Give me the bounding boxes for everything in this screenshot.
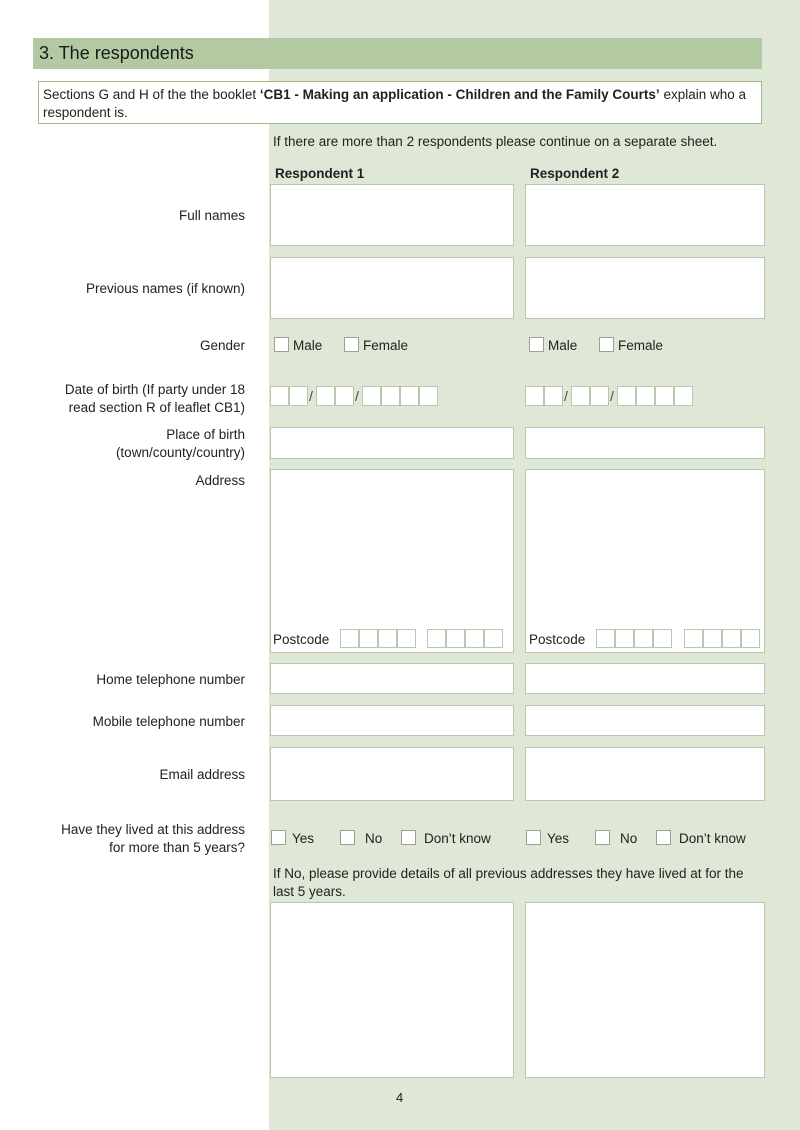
lived-at-address-label [5,821,245,857]
r2-postcode-label: Postcode [529,632,586,647]
r1-dob-separator-1: / [309,388,313,404]
r1-email-field[interactable] [270,747,514,801]
r1-dob-separator-2: / [355,388,359,404]
r2-dob-month[interactable] [571,386,609,406]
r1-lived-dont-know-checkbox[interactable] [401,830,416,845]
continuation-note: If there are more than 2 respondents please continue on a separate sheet. [273,134,718,149]
page-number: 4 [396,1090,404,1105]
r2-place-of-birth-field[interactable] [525,427,765,459]
r1-mobile-telephone-field[interactable] [270,705,514,736]
address-label: Address [195,473,245,488]
r2-dob-year[interactable] [617,386,693,406]
r2-dob-day[interactable] [525,386,563,406]
previous-addresses-note: If No, please provide details of all previous addresses they have lived at for the last 5 years. [273,866,744,899]
r1-postcode-label: Postcode [273,632,330,647]
dob-label-line2: read section R of leaflet CB1) [68,400,245,415]
r1-place-of-birth-field[interactable] [270,427,514,459]
intro-box [38,81,762,124]
r2-previous-addresses-field[interactable] [525,902,765,1078]
r2-dob-separator-1: / [564,388,568,404]
previous-names-label: Previous names (if known) [85,281,245,296]
r1-previous-names-field[interactable] [270,257,514,319]
r1-postcode-part2[interactable] [427,629,503,648]
booklet-title: ‘CB1 - Making an application - Children and the Family Courts’ [259,87,660,102]
r1-male-checkbox[interactable] [274,337,289,352]
r1-postcode-part1[interactable] [340,629,416,648]
r2-female-checkbox[interactable] [599,337,614,352]
r2-mobile-telephone-field[interactable] [525,705,765,736]
pob-label-line2: (town/county/country) [115,445,245,460]
r1-lived-yes-label: Yes [292,831,315,846]
r1-female-checkbox[interactable] [344,337,359,352]
r2-lived-no-checkbox[interactable] [595,830,610,845]
r1-lived-no-checkbox[interactable] [340,830,355,845]
r2-female-label: Female [618,338,664,353]
dob-label-line1: Date of birth (If party under 18 [64,382,245,397]
r2-male-label: Male [548,338,578,353]
r1-male-label: Male [293,338,323,353]
r2-postcode-part2[interactable] [684,629,760,648]
home-telephone-label: Home telephone number [96,672,245,687]
lived-label-line1: Have they lived at this address [61,822,245,837]
r1-dob-year[interactable] [362,386,438,406]
r2-full-names-field[interactable] [525,184,765,246]
pob-label-line1: Place of birth [166,427,245,442]
r2-lived-dont-know-checkbox[interactable] [656,830,671,845]
r2-address-field[interactable] [525,469,765,653]
respondent-2-heading: Respondent 2 [530,166,620,181]
r2-lived-dont-know-label: Don’t know [679,831,746,846]
r2-home-telephone-field[interactable] [525,663,765,694]
r2-dob-separator-2: / [610,388,614,404]
mobile-telephone-label: Mobile telephone number [92,714,245,729]
r1-home-telephone-field[interactable] [270,663,514,694]
section-title: 3. The respondents [33,38,762,69]
r1-full-names-field[interactable] [270,184,514,246]
r1-lived-yes-checkbox[interactable] [271,830,286,845]
r2-email-field[interactable] [525,747,765,801]
full-names-label: Full names [178,208,245,223]
r2-lived-yes-label: Yes [547,831,570,846]
respondent-1-heading: Respondent 1 [275,166,365,181]
r2-male-checkbox[interactable] [529,337,544,352]
r1-dob-month[interactable] [316,386,354,406]
r1-lived-dont-know-label: Don’t know [424,831,491,846]
r2-postcode-part1[interactable] [596,629,672,648]
r2-lived-no-label: No [620,831,638,846]
lived-label-line2: for more than 5 years? [109,840,245,855]
intro-prefix: Sections G and H of the the booklet [43,87,260,102]
r1-lived-no-label: No [365,831,383,846]
gender-label: Gender [199,338,245,353]
place-of-birth-label [5,426,245,462]
r1-female-label: Female [363,338,409,353]
r1-address-field[interactable] [270,469,514,653]
r1-dob-day[interactable] [270,386,308,406]
email-address-label: Email address [159,767,245,782]
r2-lived-yes-checkbox[interactable] [526,830,541,845]
r1-previous-addresses-field[interactable] [270,902,514,1078]
r2-previous-names-field[interactable] [525,257,765,319]
dob-label [5,381,245,417]
intro-suffix: explain who a respondent is. [43,87,746,120]
